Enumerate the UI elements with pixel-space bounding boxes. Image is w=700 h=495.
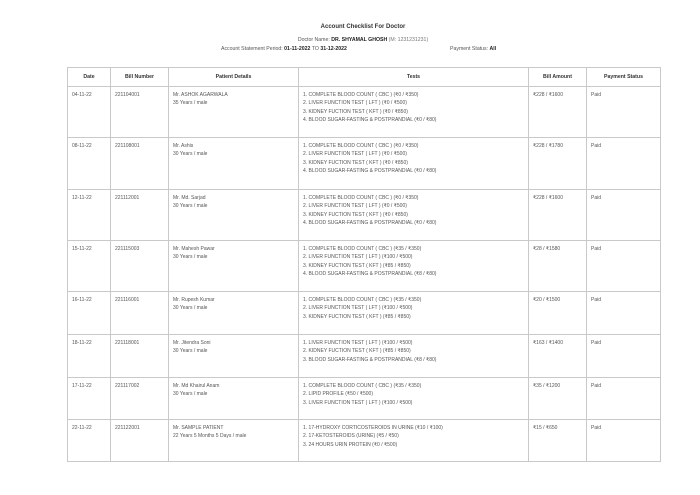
cell-patient-details	[169, 138, 299, 190]
cell-bill-number: 221112001	[111, 190, 169, 241]
cell-payment-status: Paid	[587, 378, 661, 420]
cell-tests	[299, 335, 529, 378]
table-row	[68, 241, 661, 292]
cell-date: 17-11-22	[68, 378, 111, 420]
cell-bill-amount: ₹228 / ₹1600	[529, 190, 587, 241]
test-item: 2. LIPID PROFILE (₹50 / ₹500)	[303, 391, 373, 398]
col-header-bill-number: Bill Number	[111, 68, 169, 87]
cell-tests	[299, 190, 529, 241]
cell-patient-details	[169, 292, 299, 335]
doctor-label: Doctor Name:	[297, 37, 330, 43]
test-item: 1. COMPLETE BLOOD COUNT ( CBC ) (₹0 / ₹350)	[303, 92, 419, 98]
patient-age-gender: 30 Years / male	[173, 391, 208, 398]
cell-bill-amount: ₹15 / ₹650	[529, 420, 587, 462]
test-item: 3. LIVER FUNCTION TEST ( LFT ) (₹100 / ₹500)	[303, 399, 413, 406]
cell-bill-number: 221116001	[111, 292, 169, 335]
cell-payment-status: Paid	[587, 335, 661, 378]
cell-bill-amount: ₹163 / ₹1400	[529, 335, 587, 378]
doctor-reg: (M: 1231231231)	[388, 37, 429, 43]
cell-patient-details	[169, 87, 299, 138]
cell-patient-details	[169, 420, 299, 462]
cell-bill-number: 221115003	[111, 241, 169, 292]
col-header-date: Date	[68, 68, 111, 87]
test-item: 4. BLOOD SUGAR-FASTING & POSTPRANDIAL (₹0 / ₹80)	[303, 168, 437, 175]
test-item: 3. 24 HOURS URIN PROTEIN (₹0 / ₹500)	[303, 441, 398, 448]
patient-age-gender: 30 Years / male	[173, 348, 208, 355]
cell-date: 12-11-22	[68, 190, 111, 241]
cell-payment-status: Paid	[587, 138, 661, 190]
patient-age-gender: 22 Years 5 Months 5 Days / male	[173, 433, 247, 440]
test-item: 3. KIDNEY FUCTION TEST ( KFT ) (₹85 / ₹850)	[303, 313, 411, 320]
cell-date: 15-11-22	[68, 241, 111, 292]
cell-tests	[299, 138, 529, 190]
cell-payment-status: Paid	[587, 420, 661, 462]
patient-name: Mr. Mahesh Pawar	[173, 246, 215, 252]
cell-patient-details	[169, 241, 299, 292]
period-label: Account Statement Period:	[221, 46, 283, 52]
cell-tests	[299, 87, 529, 138]
cell-bill-amount: ₹228 / ₹1600	[529, 87, 587, 138]
doctor-line	[0, 37, 700, 43]
cell-patient-details	[169, 190, 299, 241]
cell-payment-status: Paid	[587, 292, 661, 335]
period-to-word: TO	[311, 46, 319, 52]
test-item: 3. KIDNEY FUCTION TEST ( KFT ) (₹0 / ₹850)	[303, 211, 408, 218]
cell-date: 18-11-22	[68, 335, 111, 378]
cell-date: 04-11-22	[68, 87, 111, 138]
patient-name: Mr. Ashis	[173, 143, 194, 149]
patient-name: Mr. Rupesh Kumar	[173, 297, 215, 303]
test-item: 2. LIVER FUNCTION TEST ( LFT ) (₹0 / ₹500)	[303, 203, 407, 210]
period-from: 01-11-2022	[284, 46, 311, 52]
table-header-row	[68, 68, 661, 87]
cell-tests	[299, 378, 529, 420]
test-item: 2. LIVER FUNCTION TEST ( LFT ) (₹100 / ₹500)	[303, 254, 413, 261]
col-header-payment-status: Payment Status	[587, 68, 661, 87]
cell-payment-status: Paid	[587, 190, 661, 241]
cell-date: 22-11-22	[68, 420, 111, 462]
table-row	[68, 190, 661, 241]
col-header-patient-details: Patient Details	[169, 68, 299, 87]
cell-bill-amount: ₹28 / ₹1580	[529, 241, 587, 292]
table-row	[68, 138, 661, 190]
test-item: 2. 17-KETOSTEROIDS (URINE) (₹5 / ₹50)	[303, 433, 399, 440]
period-to: 31-12-2022	[320, 46, 347, 52]
test-item: 2. LIVER FUNCTION TEST ( LFT ) (₹100 / ₹500)	[303, 305, 413, 312]
test-item: 1. COMPLETE BLOOD COUNT ( CBC ) (₹35 / ₹350)	[303, 297, 422, 303]
cell-bill-number: 221122001	[111, 420, 169, 462]
test-item: 3. BLOOD SUGAR-FASTING & POSTPRANDIAL (₹8 / ₹80)	[303, 356, 437, 363]
patient-age-gender: 35 Years / male	[173, 100, 208, 107]
test-item: 1. COMPLETE BLOOD COUNT ( CBC ) (₹0 / ₹350)	[303, 195, 419, 201]
test-item: 4. BLOOD SUGAR-FASTING & POSTPRANDIAL (₹0 / ₹80)	[303, 117, 437, 124]
patient-name: Mr. Md. Sarjad	[173, 195, 206, 201]
test-item: 2. LIVER FUNCTION TEST ( LFT ) (₹0 / ₹500)	[303, 151, 407, 158]
page-title: Account Checklist For Doctor	[320, 24, 406, 30]
cell-bill-amount: ₹35 / ₹1200	[529, 378, 587, 420]
cell-bill-number: 221117002	[111, 378, 169, 420]
cell-date: 08-11-22	[68, 138, 111, 190]
test-item: 2. LIVER FUNCTION TEST ( LFT ) (₹0 / ₹500)	[303, 100, 407, 107]
cell-patient-details	[169, 378, 299, 420]
patient-name: Mr. SAMPLE PATIENT	[173, 425, 224, 431]
test-item: 2. KIDNEY FUCTION TEST ( KFT ) (₹85 / ₹850)	[303, 348, 411, 355]
cell-date: 16-11-22	[68, 292, 111, 335]
cell-payment-status: Paid	[587, 87, 661, 138]
patient-name: Mr. Md Khairul Anam	[173, 383, 220, 389]
payment-status-filter	[450, 46, 496, 52]
status-value: All	[489, 46, 497, 52]
col-header-tests: Tests	[299, 68, 529, 87]
test-item: 3. KIDNEY FUCTION TEST ( KFT ) (₹0 / ₹850)	[303, 159, 408, 166]
test-item: 1. 17-HYDROXY CORTICOSTEROIDS IN URINE (₹10 / ₹100)	[303, 425, 443, 431]
test-item: 1. COMPLETE BLOOD COUNT ( CBC ) (₹35 / ₹350)	[303, 246, 422, 252]
test-item: 1. COMPLETE BLOOD COUNT ( CBC ) (₹0 / ₹350)	[303, 143, 419, 149]
patient-age-gender: 30 Years / male	[173, 305, 208, 312]
cell-tests	[299, 292, 529, 335]
cell-payment-status: Paid	[587, 241, 661, 292]
cell-tests	[299, 420, 529, 462]
cell-bill-number: 221118001	[111, 335, 169, 378]
status-label: Payment Status:	[450, 46, 489, 52]
doctor-name: DR. SHYAMAL GHOSH	[331, 37, 388, 43]
test-item: 1. COMPLETE BLOOD COUNT ( CBC ) (₹35 / ₹350)	[303, 383, 422, 389]
cell-bill-number: 221104001	[111, 87, 169, 138]
patient-age-gender: 30 Years / male	[173, 254, 208, 261]
test-item: 1. LIVER FUNCTION TEST ( LFT ) (₹100 / ₹500)	[303, 340, 413, 346]
table-row	[68, 378, 661, 420]
bills-table	[67, 67, 661, 462]
statement-period	[221, 46, 347, 52]
cell-patient-details	[169, 335, 299, 378]
cell-bill-number: 221108001	[111, 138, 169, 190]
patient-name: Mr. Jitendra Soni	[173, 340, 211, 346]
patient-age-gender: 30 Years / male	[173, 203, 208, 210]
table-row	[68, 335, 661, 378]
test-item: 4. BLOOD SUGAR-FASTING & POSTPRANDIAL (₹8 / ₹80)	[303, 271, 437, 278]
test-item: 3. KIDNEY FUCTION TEST ( KFT ) (₹0 / ₹850)	[303, 108, 408, 115]
test-item: 4. BLOOD SUGAR-FASTING & POSTPRANDIAL (₹0 / ₹80)	[303, 220, 437, 227]
col-header-bill-amount: Bill Amount	[529, 68, 587, 87]
test-item: 3. KIDNEY FUCTION TEST ( KFT ) (₹85 / ₹850)	[303, 262, 411, 269]
cell-tests	[299, 241, 529, 292]
table-row	[68, 420, 661, 462]
table-row	[68, 87, 661, 138]
patient-age-gender: 30 Years / male	[173, 151, 208, 158]
table-row	[68, 292, 661, 335]
patient-name: Mr. ASHOK AGARWALA	[173, 92, 228, 98]
cell-bill-amount: ₹20 / ₹1500	[529, 292, 587, 335]
cell-bill-amount: ₹228 / ₹1780	[529, 138, 587, 190]
